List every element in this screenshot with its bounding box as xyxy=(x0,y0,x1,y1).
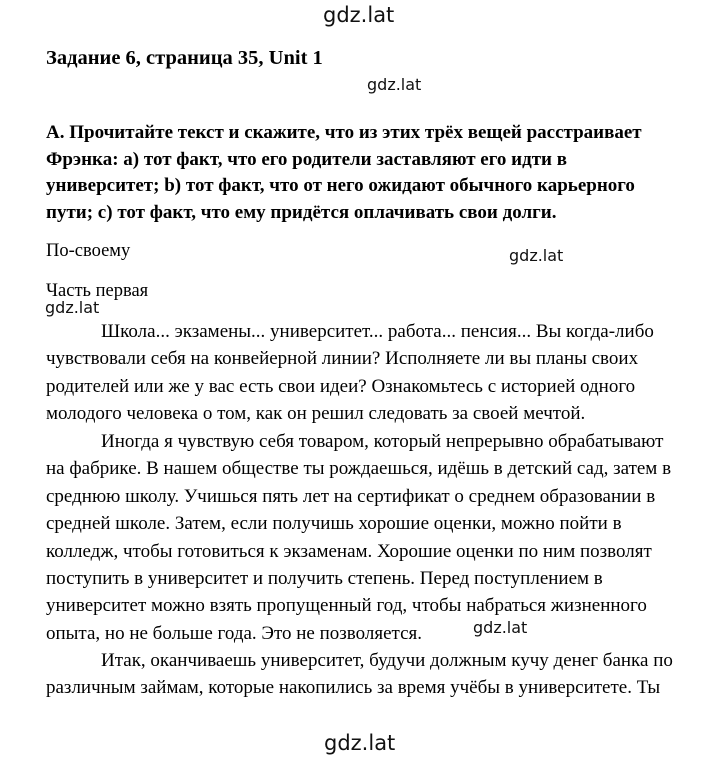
task-line: Фрэнка: a) тот факт, что его родители заставляют его идти в xyxy=(46,148,567,170)
paragraph-line: чувствовали себя на конвейерной линии? Исполняете ли вы планы своих xyxy=(46,348,639,370)
task-line: университет; b) тот факт, что от него ожидают обычного карьерного xyxy=(46,175,635,196)
paragraph-1 xyxy=(46,318,654,428)
task-instructions xyxy=(46,120,686,226)
paragraph-line: колледж, чтобы готовиться к экзаменам. Хорошие оценки по ним позволят xyxy=(46,540,652,562)
watermark-right-intro: gdz.lat xyxy=(509,246,564,265)
paragraph-line: родителей или же у вас есть свои идеи? Ознакомьтесь с историей одного xyxy=(46,375,636,397)
paragraph-line: среднюю школу. Учишься пять лет на сертификат о среднем образовании в xyxy=(46,485,656,507)
task-line: пути; c) тот факт, что ему придётся оплачивать свои долги. xyxy=(46,201,557,223)
paragraph-line: университет можно взять пропущенный год, чтобы набраться жизненного xyxy=(46,595,647,617)
paragraph-line: Школа... экзамены... университет... работа... пенсия... Вы когда-либо xyxy=(101,321,654,342)
paragraph-2 xyxy=(46,428,671,647)
task-line: A. Прочитайте текст и скажите, что из этих трёх вещей расстраивает xyxy=(46,122,642,143)
paragraph-line: опыта, но не больше года. Это не позволяется. xyxy=(46,622,422,644)
watermark-under-title: gdz.lat xyxy=(367,75,422,94)
watermark-bottom: gdz.lat xyxy=(324,731,396,755)
intro-label: По-своему xyxy=(46,241,131,261)
paragraph-line: Итак, оканчиваешь университет, будучи должным кучу денег банка по xyxy=(101,650,673,671)
paragraph-3 xyxy=(46,647,673,702)
watermark-mid-text: gdz.lat xyxy=(473,618,528,637)
watermark-left-part: gdz.lat xyxy=(45,298,100,317)
part-heading: Часть первая xyxy=(46,281,149,301)
paragraph-line: средней школе. Затем, если получишь хорошие оценки, можно пойти в xyxy=(46,513,622,535)
paragraph-line: различным займам, которые накопились за время учёбы в университете. Ты xyxy=(46,677,661,699)
watermark-top: gdz.lat xyxy=(323,3,395,27)
paragraph-line: Иногда я чувствую себя товаром, который непрерывно обрабатывают xyxy=(101,431,664,452)
paragraph-line: молодого человека о том, как он решил следовать за своей мечтой. xyxy=(46,403,586,425)
paragraph-line: поступить в университет и получить степень. Перед поступлением в xyxy=(46,568,603,590)
page-title: Задание 6, страница 35, Unit 1 xyxy=(46,47,323,69)
paragraph-line: на фабрике. В нашем обществе ты рождаешься, идёшь в детский сад, затем в xyxy=(46,458,672,480)
